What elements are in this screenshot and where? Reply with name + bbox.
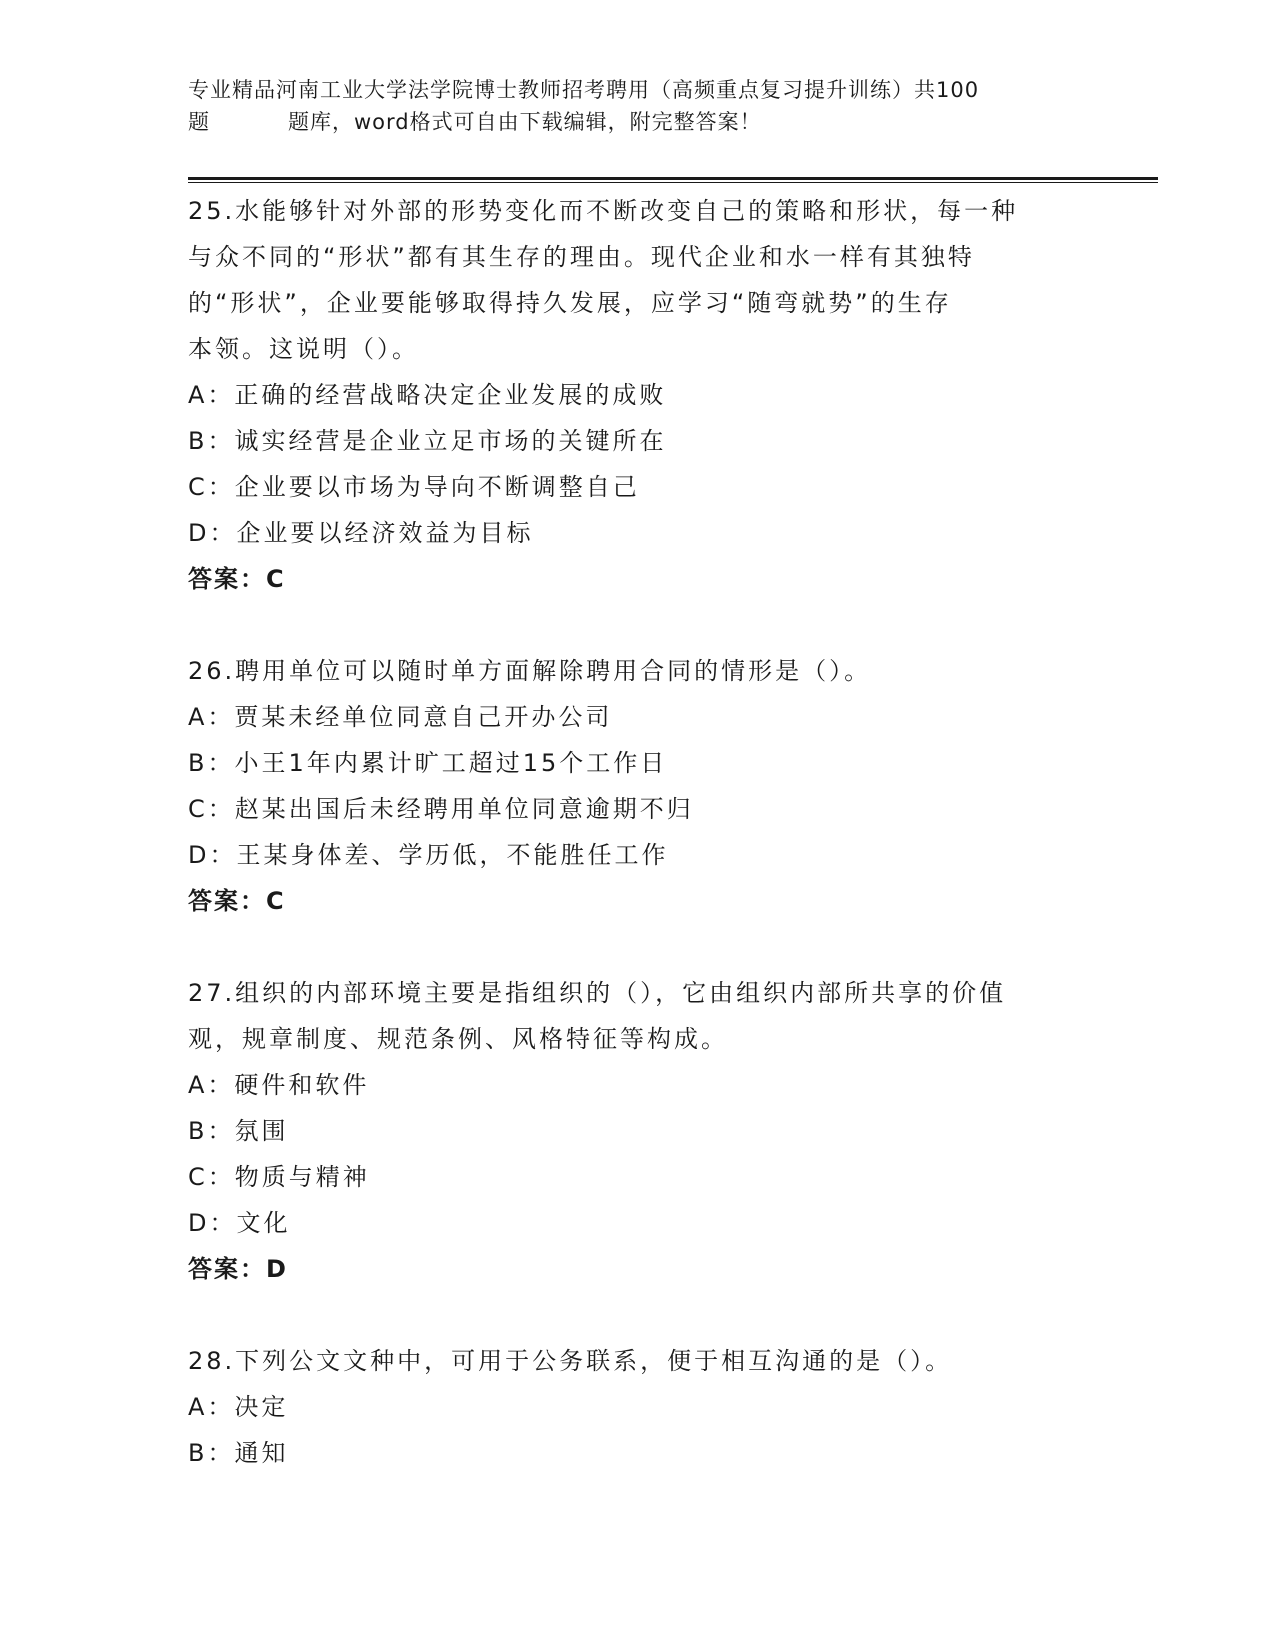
- question-stem-line: 与众不同的“形状”都有其生存的理由。现代企业和水一样有其独特: [188, 243, 975, 271]
- header-title-line2: [188, 106, 1088, 138]
- question-stem-line: 25.水能够针对外部的形势变化而不断改变自己的策略和形状，每一种: [188, 197, 1019, 225]
- question-option: D：企业要以经济效益为目标: [188, 519, 534, 547]
- question-option: B：诚实经营是企业立足市场的关键所在: [188, 427, 667, 455]
- question-block: [188, 1338, 1088, 1476]
- question-stem-line: 26.聘用单位可以随时单方面解除聘用合同的情形是（）。: [188, 657, 872, 685]
- question-option: C：物质与精神: [188, 1163, 370, 1191]
- question-option: A：硬件和软件: [188, 1071, 370, 1099]
- header-title-line2-lead: 题: [188, 110, 210, 134]
- question-list: [188, 188, 1088, 1522]
- header-divider-thin: [188, 182, 1158, 183]
- question-option: A：决定: [188, 1393, 289, 1421]
- question-block: [188, 188, 1088, 602]
- question-option: B：通知: [188, 1439, 289, 1467]
- question-option: B：氛围: [188, 1117, 289, 1145]
- question-answer: 答案：C: [188, 887, 286, 915]
- question-answer: 答案：D: [188, 1255, 288, 1283]
- question-option: C：企业要以市场为导向不断调整自己: [188, 473, 640, 501]
- question-option: B：小王1年内累计旷工超过15个工作日: [188, 749, 668, 777]
- question-stem-line: 27.组织的内部环境主要是指组织的（），它由组织内部所共享的价值: [188, 979, 1007, 1007]
- header-title-line2-rest: 题库，word格式可自由下载编辑，附完整答案！: [288, 110, 762, 134]
- header-title-line1: 专业精品河南工业大学法学院博士教师招考聘用（高频重点复习提升训练）共100: [188, 78, 980, 102]
- question-block: [188, 648, 1088, 924]
- question-stem-line: 本领。这说明（）。: [188, 335, 419, 363]
- document-header: [188, 74, 1088, 138]
- question-option: A：贾某未经单位同意自己开办公司: [188, 703, 613, 731]
- question-option: C：赵某出国后未经聘用单位同意逾期不归: [188, 795, 694, 823]
- question-block: [188, 970, 1088, 1292]
- question-stem-line: 28.下列公文文种中，可用于公务联系，便于相互沟通的是（）。: [188, 1347, 953, 1375]
- question-stem-line: 的“形状”，企业要能够取得持久发展，应学习“随弯就势”的生存: [188, 289, 952, 317]
- question-option: D：文化: [188, 1209, 291, 1237]
- header-divider-thick: [188, 177, 1158, 180]
- question-option: D：王某身体差、学历低，不能胜任工作: [188, 841, 669, 869]
- question-answer: 答案：C: [188, 565, 286, 593]
- question-option: A：正确的经营战略决定企业发展的成败: [188, 381, 667, 409]
- question-stem-line: 观，规章制度、规范条例、风格特征等构成。: [188, 1025, 728, 1053]
